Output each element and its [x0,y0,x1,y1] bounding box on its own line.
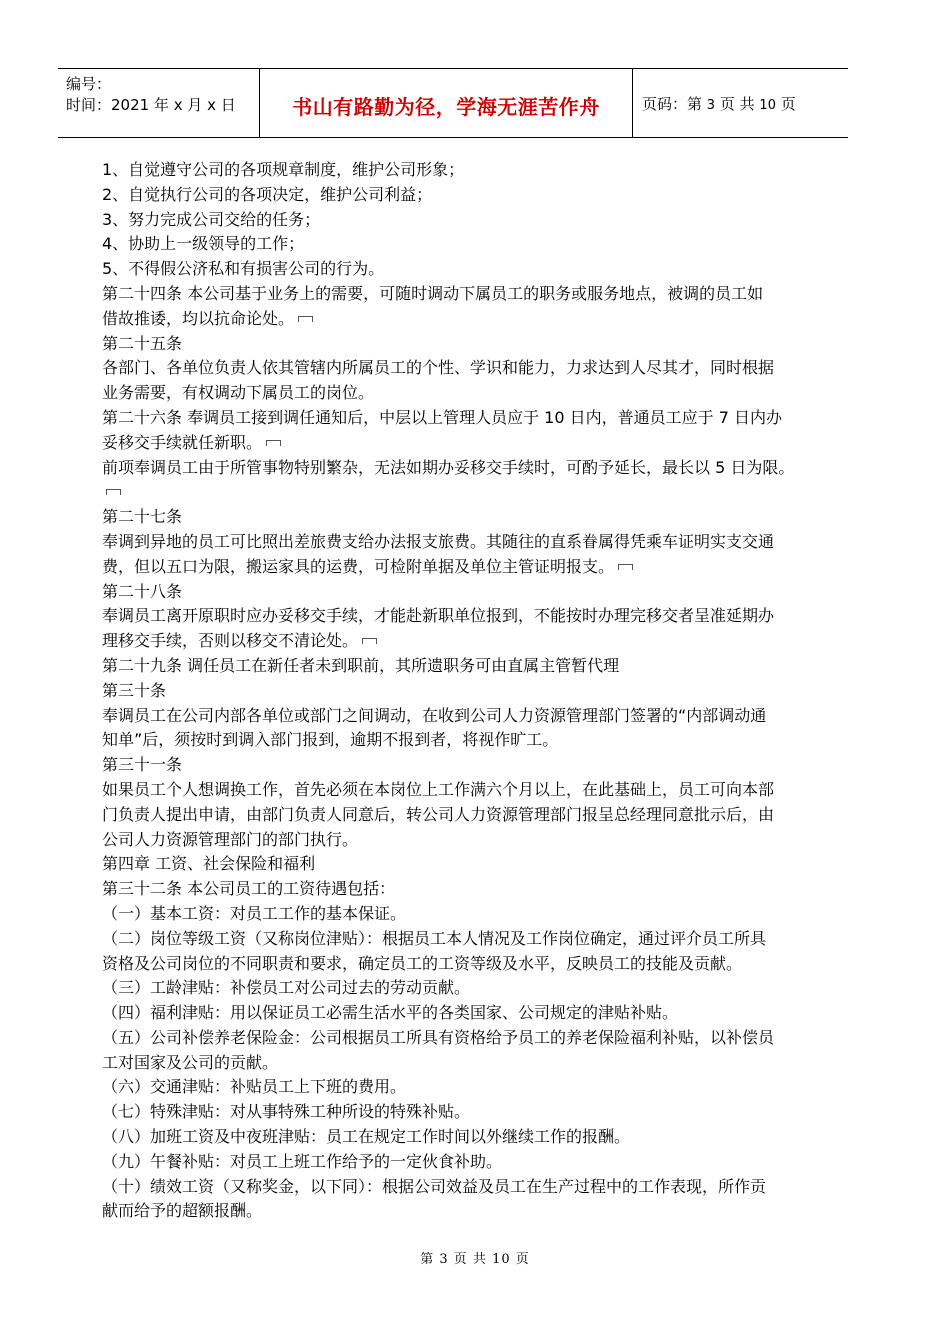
line-text: 借故推诿，均以抗命论处。 [102,308,295,328]
line-text: 如果员工个人想调换工作，首先必须在本岗位上工作满六个月以上，在此基础上，员工可向本部 [102,779,775,799]
line-text: 第二十八条 [102,581,183,601]
footer-total: 10 [492,1252,511,1267]
text-line [102,332,812,357]
text-line [102,728,812,753]
text-line [102,1075,812,1100]
footer-suffix: 页 [515,1252,530,1267]
line-text: （八）加班工资及中夜班津贴：员工在规定工作时间以外继续工作的报酬。 [102,1127,631,1147]
text-line [102,356,812,381]
text-line [102,877,812,902]
text-line [102,1100,812,1125]
line-text: 妥移交手续就任新职。 [102,432,263,452]
header-divider [632,69,633,137]
paragraph-mark-icon [362,638,377,644]
text-line [102,852,812,877]
page-middle: 页 共 [719,95,755,113]
line-text: （九）午餐补贴：对员工上班工作给予的一定伙食补助。 [102,1151,503,1171]
page-footer [0,1248,950,1267]
line-text: 知单”后，须按时到调入部门报到，逾期不报到者，将视作旷工。 [102,730,559,750]
text-line [102,927,812,952]
text-line [102,555,812,580]
line-text: 理移交手续，否则以移交不清论处。 [102,631,359,651]
header-page-number [642,93,796,114]
text-line [102,158,812,183]
document-number-label: 编号： [66,75,112,93]
line-text: 第四章 工资、社会保险和福利 [102,854,316,874]
line-text: （七）特殊津贴：对从事特殊工种所设的特殊补贴。 [102,1102,471,1122]
line-text: 第二十九条 调任员工在新任者未到职前，其所遗职务可由直属主管暂代理 [102,655,620,675]
text-line [102,654,812,679]
text-line [102,580,812,605]
text-line [102,1175,812,1200]
paragraph-mark-icon [298,316,313,322]
text-line [102,828,812,853]
document-body [102,158,812,1224]
line-text: 1、自觉遵守公司的各项规章制度，维护公司形象； [102,160,465,179]
paragraph-mark-icon [266,440,281,446]
text-line [102,902,812,927]
header-meta [66,74,236,116]
line-text: 3、努力完成公司交给的任务； [102,209,321,229]
line-text: 奉调员工在公司内部各单位或部门之间调动，在收到公司人力资源管理部门签署的“内部调动通 [102,705,767,725]
line-text: 工对国家及公司的贡献。 [102,1052,279,1072]
page-prefix: 页码：第 [642,95,703,113]
paragraph-mark-icon [106,489,121,495]
line-text: 费，但以五口为限，搬运家具的运费，可检附单据及单位主管证明报支。 [102,556,615,576]
text-line [102,704,812,729]
page-current: 3 [706,98,716,113]
line-text: 第二十四条 本公司基于业务上的需要，可随时调动下属员工的职务或服务地点，被调的员工如 [102,283,764,303]
text-line [102,1199,812,1224]
text-line [102,381,812,406]
line-text: 第三十二条 本公司员工的工资待遇包括： [102,879,396,899]
line-text: 业务需要，有权调动下属员工的岗位。 [102,383,375,403]
line-text: 奉调到异地的员工可比照出差旅费支给办法报支旅费。其随往的直系眷属得凭乘车证明实支交通 [102,531,775,551]
text-line [102,604,812,629]
text-line [102,1125,812,1150]
line-text: （三）工龄津贴：补偿员工对公司过去的劳动贡献。 [102,978,471,998]
text-line [102,530,812,555]
text-line [102,1150,812,1175]
text-line [102,629,812,654]
footer-prefix: 第 [420,1252,435,1267]
page-suffix: 页 [780,95,796,113]
footer-middle: 页 共 [453,1252,487,1267]
line-text: 奉调员工离开原职时应办妥移交手续，才能赴新职单位报到，不能按时办理完移交者呈准延期办 [102,606,775,626]
line-text: 前项奉调员工由于所管事物特别繁杂，无法如期办妥移交手续时，可酌予延长，最长以 5 日为限。 [102,457,795,477]
line-text: （六）交通津贴：补贴员工上下班的费用。 [102,1077,407,1097]
page-total: 10 [759,98,776,113]
text-line [102,753,812,778]
line-text: （四）福利津贴：用以保证员工必需生活水平的各类国家、公司规定的津贴补贴。 [102,1003,679,1023]
line-text: 第二十七条 [102,507,183,527]
document-date: 时间：2021 年 x 月 x 日 [66,96,236,114]
line-text: 各部门、各单位负责人依其管辖内所属员工的个性、学识和能力，力求达到人尽其才，同时根据 [102,358,775,378]
paragraph-mark-icon [618,564,633,570]
line-text: （五）公司补偿养老保险金：公司根据员工所具有资格给予员工的养老保险福利补贴，以补偿员 [102,1027,775,1047]
line-text: 第三十条 [102,680,167,700]
line-text: （二）岗位等级工资（又称岗位津贴）：根据员工本人情况及工作岗位确定，通过评介员工所具 [102,928,767,948]
line-text: 第二十六条 奉调员工接到调任通知后，中层以上管理人员应于 10 日内，普通员工应于 7 日内办 [102,407,782,427]
line-text: 第三十一条 [102,755,183,775]
text-line [102,431,812,456]
text-line [102,183,812,208]
text-line [102,1051,812,1076]
text-line [102,406,812,431]
text-line [102,1001,812,1026]
line-text: 资格及公司岗位的不同职责和要求，确定员工的工资等级及水平，反映员工的技能及贡献。 [102,953,743,973]
line-text: 4、协助上一级领导的工作； [102,234,305,254]
text-line [102,803,812,828]
line-text: （十）绩效工资（又称奖金，以下同）：根据公司效益及员工在生产过程中的工作表现，所作贡 [102,1176,767,1196]
text-line [102,679,812,704]
footer-current: 3 [439,1252,449,1267]
line-text: 献而给予的超额报酬。 [102,1201,263,1221]
text-line [102,952,812,977]
text-line [102,456,812,481]
text-line [102,257,812,282]
line-text: 5、不得假公济私和有损害公司的行为。 [102,259,385,279]
text-line [102,1026,812,1051]
line-text: 2、自觉执行公司的各项决定，维护公司利益； [102,184,433,204]
text-line [102,208,812,233]
header-slogan: 书山有路勤为径，学海无涯苦作舟 [292,95,600,119]
line-text: 公司人力资源管理部门的部门执行。 [102,829,359,849]
line-text: （一）基本工资：对员工工作的基本保证。 [102,903,407,923]
text-line [102,282,812,307]
line-text: 门负责人提出申请，由部门负责人同意后，转公司人力资源管理部门报呈总经理同意批示后，由 [102,804,775,824]
text-line [102,480,812,505]
text-line [102,307,812,332]
line-text: 第二十五条 [102,333,183,353]
text-line [102,778,812,803]
page-header [58,68,848,138]
text-line [102,505,812,530]
text-line [102,976,812,1001]
text-line [102,232,812,257]
